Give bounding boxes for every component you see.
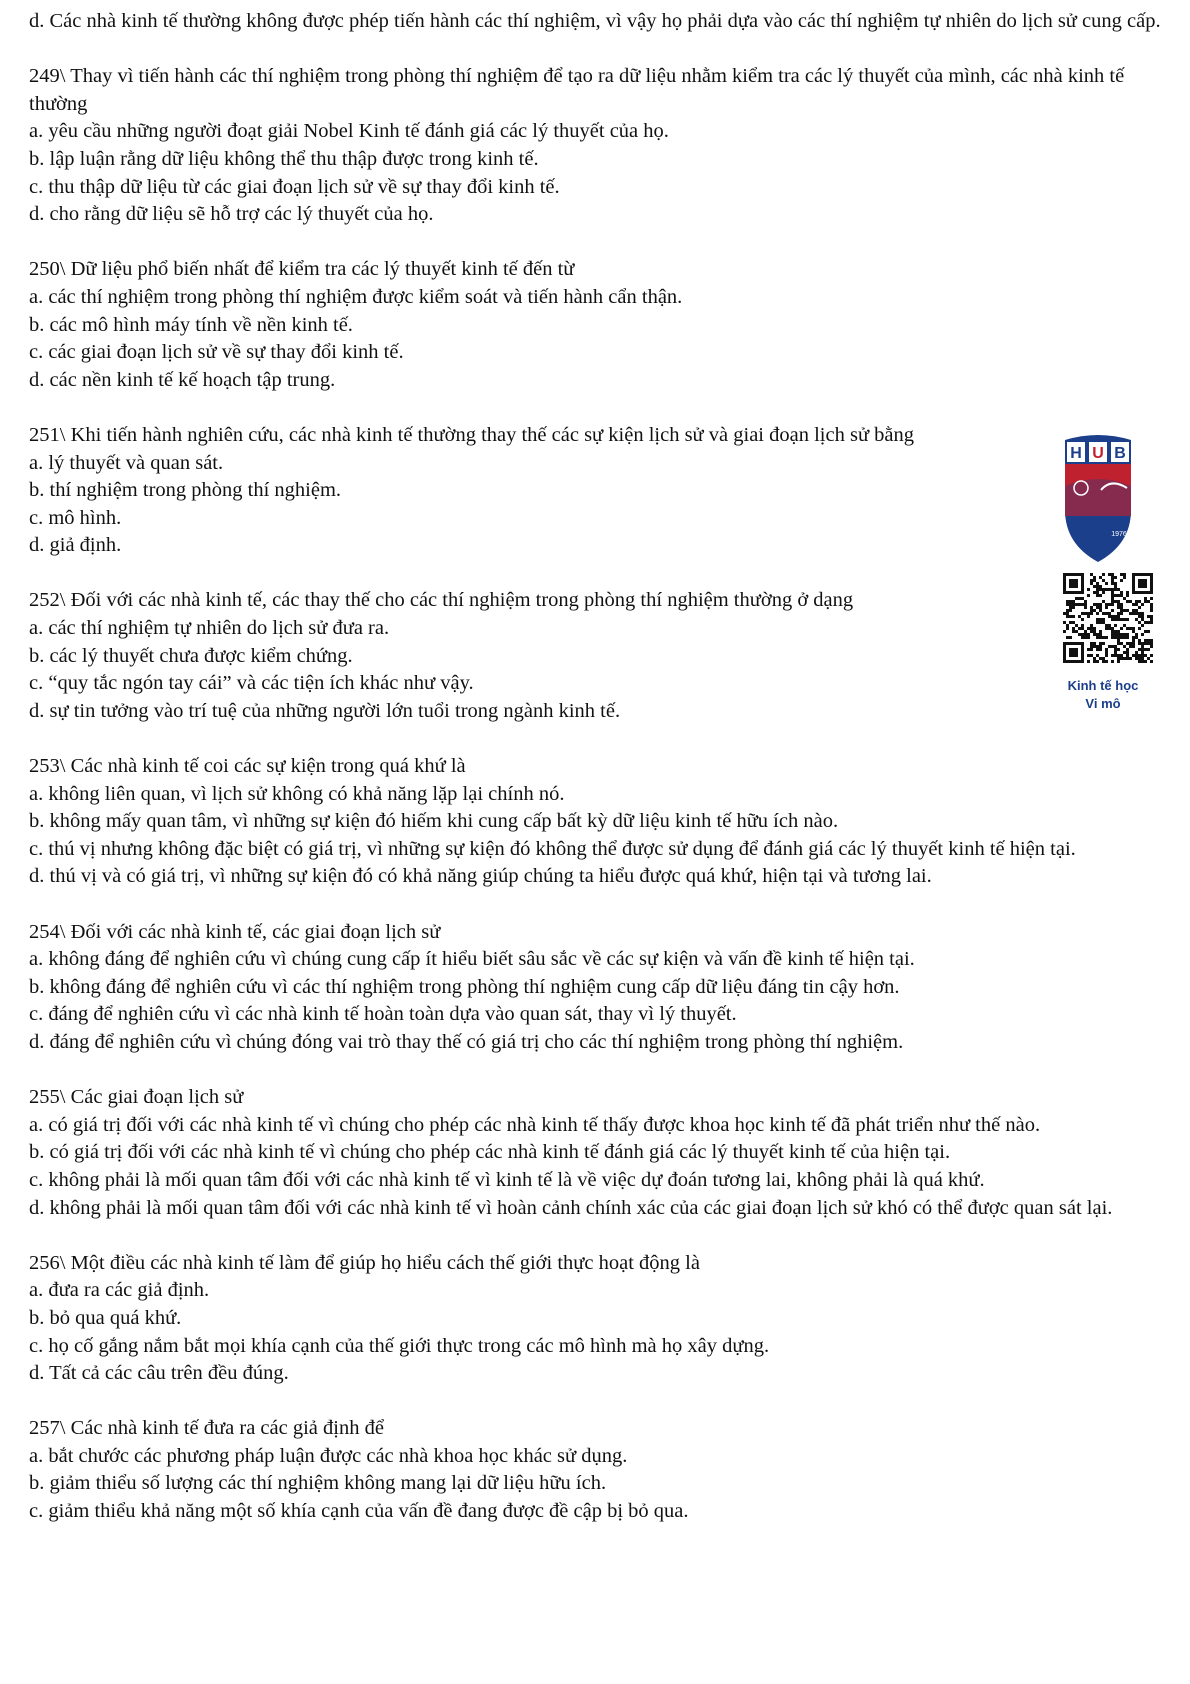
answer-option: a. không liên quan, vì lịch sử không có khả năng lặp lại chính nó.: [29, 782, 565, 805]
answer-option: d. giả định.: [29, 534, 122, 557]
answer-option: b. thí nghiệm trong phòng thí nghiệm.: [29, 479, 342, 502]
question-text: 253\ Các nhà kinh tế coi các sự kiện trong quá khứ là: [29, 755, 466, 778]
answer-option: b. không mấy quan tâm, vì những sự kiện đó hiếm khi cung cấp bất kỳ dữ liệu kinh tế hữu ích nào.: [29, 810, 839, 833]
answer-option: b. lập luận rằng dữ liệu không thể thu thập được trong kinh tế.: [29, 147, 539, 170]
question-block: [29, 753, 1169, 891]
hub-year: 1976: [1111, 531, 1127, 538]
answer-option: c. họ cố gắng nắm bắt mọi khía cạnh của thế giới thực trong các mô hình mà họ xây dựng.: [29, 1334, 770, 1357]
question-text: 254\ Đối với các nhà kinh tế, các giai đoạn lịch sử: [29, 920, 441, 943]
question-block: [29, 1084, 1169, 1222]
badge-course-line1: Kinh tế học: [1067, 678, 1139, 693]
question-block: [29, 63, 1169, 229]
answer-option: a. các thí nghiệm trong phòng thí nghiệm được kiểm soát và tiến hành cẩn thận.: [29, 285, 683, 308]
answer-option: a. yêu cầu những người đoạt giải Nobel Kinh tế đánh giá các lý thuyết của họ.: [29, 120, 669, 143]
answer-option: c. thu thập dữ liệu từ các giai đoạn lịch sử về sự thay đổi kinh tế.: [29, 175, 560, 198]
answer-option: d. cho rằng dữ liệu sẽ hỗ trợ các lý thuyết của họ.: [29, 203, 434, 226]
question-text: 250\ Dữ liệu phổ biến nhất để kiểm tra các lý thuyết kinh tế đến từ: [29, 258, 575, 281]
question-block: [29, 1415, 1169, 1525]
answer-option: c. đáng để nghiên cứu vì các nhà kinh tế hoàn toàn dựa vào quan sát, thay vì lý thuyết.: [29, 1003, 737, 1026]
document-body: [29, 8, 1169, 1553]
answer-option: c. giảm thiểu khả năng một số khía cạnh của vấn đề đang được đề cập bị bỏ qua.: [29, 1500, 689, 1523]
qr-code-icon: [1063, 573, 1153, 663]
question-block: [29, 1250, 1169, 1388]
answer-option: b. không đáng để nghiên cứu vì các thí nghiệm trong phòng thí nghiệm cung cấp dữ liệu đáng tin cậy hơn.: [29, 975, 900, 998]
answer-option: b. các mô hình máy tính về nền kinh tế.: [29, 313, 353, 336]
answer-option: c. mô hình.: [29, 506, 122, 529]
answer-option: b. bỏ qua quá khứ.: [29, 1306, 182, 1329]
answer-option: d. không phải là mối quan tâm đối với các nhà kinh tế vì hoàn cảnh chính xác của các giai đoạn lịch sử khó có thể được quan sát lại.: [29, 1196, 1113, 1219]
hub-letter: B: [1114, 445, 1126, 462]
answer-option: a. lý thuyết và quan sát.: [29, 451, 224, 474]
answer-option: c. không phải là mối quan tâm đối với các nhà kinh tế vì kinh tế là về việc dự đoán tương lai, không phải là quá khứ.: [29, 1168, 985, 1191]
answer-option: d. thú vị và có giá trị, vì những sự kiện đó có khả năng giúp chúng ta hiểu được quá khứ, hiện tại và tương lai.: [29, 865, 932, 888]
question-text: 252\ Đối với các nhà kinh tế, các thay thế cho các thí nghiệm trong phòng thí nghiệm thường ở dạng: [29, 589, 854, 612]
answer-option: b. các lý thuyết chưa được kiểm chứng.: [29, 644, 353, 667]
intro-block: [29, 8, 1169, 36]
answer-option: b. giảm thiểu số lượng các thí nghiệm không mang lại dữ liệu hữu ích.: [29, 1472, 607, 1495]
question-text: 249\ Thay vì tiến hành các thí nghiệm trong phòng thí nghiệm để tạo ra dữ liệu nhằm kiểm tra các lý thuyết của mình, các nhà kinh tế thường: [29, 65, 1125, 115]
answer-option: d. đáng để nghiên cứu vì chúng đóng vai trò thay thế có giá trị cho các thí nghiệm trong phòng thí nghiệm.: [29, 1030, 904, 1053]
hub-letter: U: [1092, 445, 1104, 462]
answer-option: a. đưa ra các giả định.: [29, 1279, 210, 1302]
question-block: [29, 256, 1169, 394]
hub-letter: H: [1070, 445, 1082, 462]
question-text: 256\ Một điều các nhà kinh tế làm để giúp họ hiểu cách thế giới thực hoạt động là: [29, 1251, 700, 1274]
answer-option: d. Tất cả các câu trên đều đúng.: [29, 1362, 289, 1385]
question-text: 255\ Các giai đoạn lịch sử: [29, 1086, 244, 1109]
answer-option: c. thú vị nhưng không đặc biệt có giá trị, vì những sự kiện đó không thể được sử dụng để đánh giá các lý thuyết kinh tế hiện tại.: [29, 837, 1076, 860]
hub-shield-icon: [1061, 432, 1135, 564]
question-block: [29, 422, 1169, 560]
answer-option: a. các thí nghiệm tự nhiên do lịch sử đưa ra.: [29, 617, 390, 640]
answer-option: c. “quy tắc ngón tay cái” và các tiện ích khác như vậy.: [29, 672, 474, 695]
answer-option: d. các nền kinh tế kế hoạch tập trung.: [29, 368, 336, 391]
question-text: 251\ Khi tiến hành nghiên cứu, các nhà kinh tế thường thay thế các sự kiện lịch sử và giai đoạn lịch sử bằng: [29, 423, 915, 446]
answer-option: d. sự tin tưởng vào trí tuệ của những người lớn tuổi trong ngành kinh tế.: [29, 699, 621, 722]
intro-option: d. Các nhà kinh tế thường không được phép tiến hành các thí nghiệm, vì vậy họ phải dựa vào các thí nghiệm tự nhiên do lịch sử cung cấp.: [29, 10, 1161, 32]
question-text: 257\ Các nhà kinh tế đưa ra các giả định để: [29, 1417, 384, 1440]
question-list: [29, 63, 1169, 1525]
answer-option: a. có giá trị đối với các nhà kinh tế vì chúng cho phép các nhà kinh tế thấy được khoa học kinh tế đã phát triển như thế nào.: [29, 1113, 1041, 1136]
answer-option: a. bắt chước các phương pháp luận được các nhà khoa học khác sử dụng.: [29, 1444, 628, 1467]
answer-option: c. các giai đoạn lịch sử về sự thay đổi kinh tế.: [29, 341, 404, 364]
question-block: [29, 587, 1169, 725]
badge-course-line2: Vi mô: [1085, 696, 1121, 711]
question-block: [29, 919, 1169, 1057]
answer-option: b. có giá trị đối với các nhà kinh tế vì chúng cho phép các nhà kinh tế đánh giá các lý thuyết kinh tế của hiện tại.: [29, 1141, 951, 1164]
answer-option: a. không đáng để nghiên cứu vì chúng cung cấp ít hiểu biết sâu sắc về các sự kiện và vấn đề kinh tế hiện tại.: [29, 948, 915, 971]
